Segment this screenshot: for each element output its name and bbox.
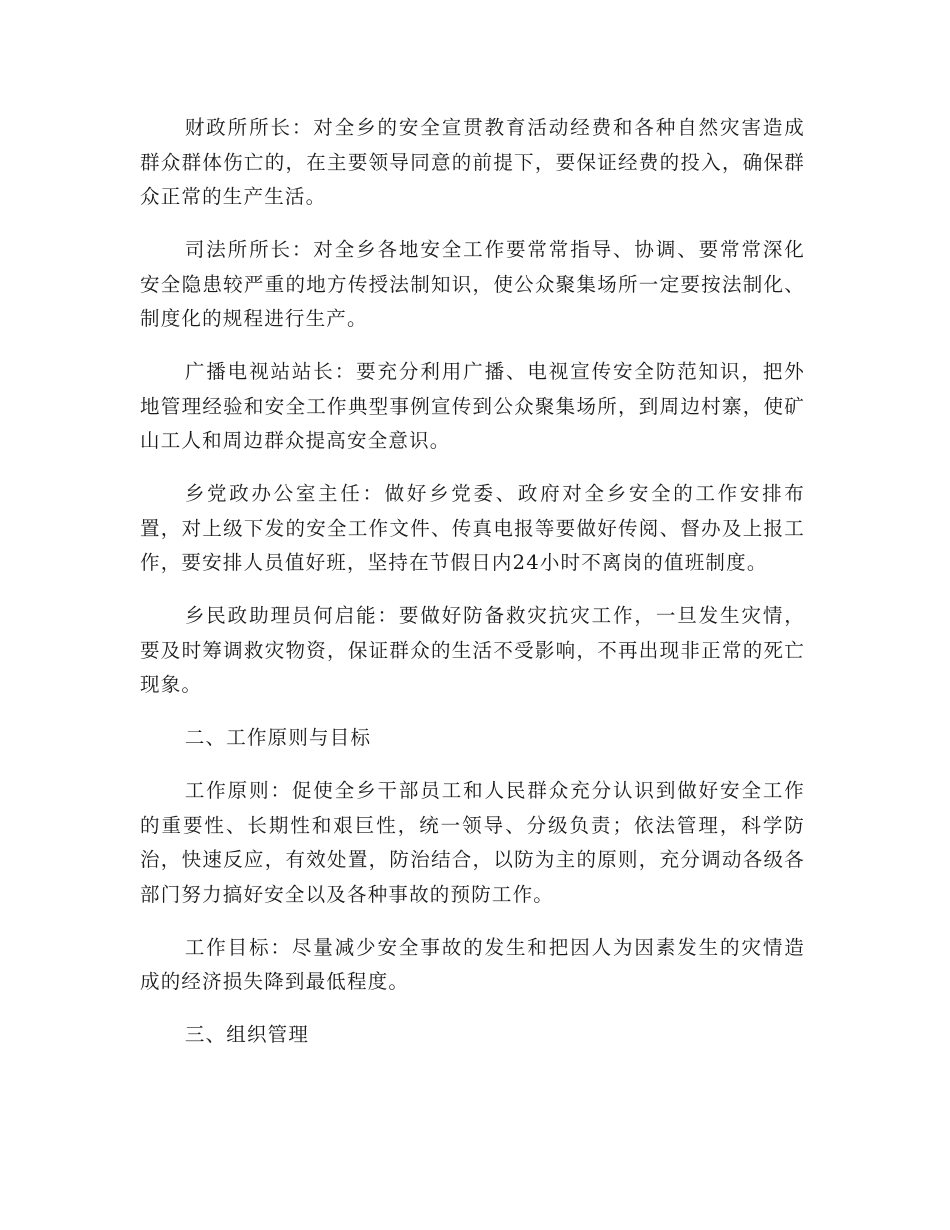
section-heading-principles: 二、工作原则与目标 (184, 726, 372, 749)
paragraph-finance-director: 财政所所长：对全乡的安全宣贯教育活动经费和各种自然灾害造成群众群体伤亡的，在主要领导同意的前提下，要保证经费的投入，确保群众正常的生产生活。 (140, 116, 805, 208)
paragraph-work-goals: 工作目标：尽量减少安全事故的发生和把因人为因素发生的灾情造成的经济损失降到最低程度。 (140, 935, 805, 993)
document-body (140, 111, 805, 1071)
paragraph-broadcast-director: 广播电视站站长：要充分利用广播、电视宣传安全防范知识，把外地管理经验和安全工作典型事例宣传到公众聚集场所，到周边村寨，使矿山工人和周边群众提高安全意识。 (140, 360, 805, 452)
paragraph-civil-affairs-assistant: 乡民政助理员何启能：要做好防备救灾抗灾工作，一旦发生灾情，要及时筹调救灾物资，保证群众的生活不受影响，不再出现非正常的死亡现象。 (140, 604, 805, 696)
section-heading-organization: 三、组织管理 (184, 1023, 310, 1046)
paragraph-judicial-director: 司法所所长：对全乡各地安全工作要常常指导、协调、要常常深化安全隐患较严重的地方传授法制知识，使公众聚集场所一定要按法制化、制度化的规程进行生产。 (140, 238, 805, 330)
paragraph-office-director: 乡党政办公室主任：做好乡党委、政府对全乡安全的工作安排布置，对上级下发的安全工作文件、传真电报等要做好传阅、督办及上报工作，要安排人员值好班，坚持在节假日内24小时不离岗的值班制度。 (140, 482, 805, 574)
paragraph-work-principles: 工作原则：促使全乡干部员工和人民群众充分认识到做好安全工作的重要性、长期性和艰巨性，统一领导、分级负责；依法管理，科学防治，快速反应，有效处置，防治结合，以防为主的原则，充分调动各级各部门努力搞好安全以及各种事故的预防工作。 (140, 779, 805, 906)
